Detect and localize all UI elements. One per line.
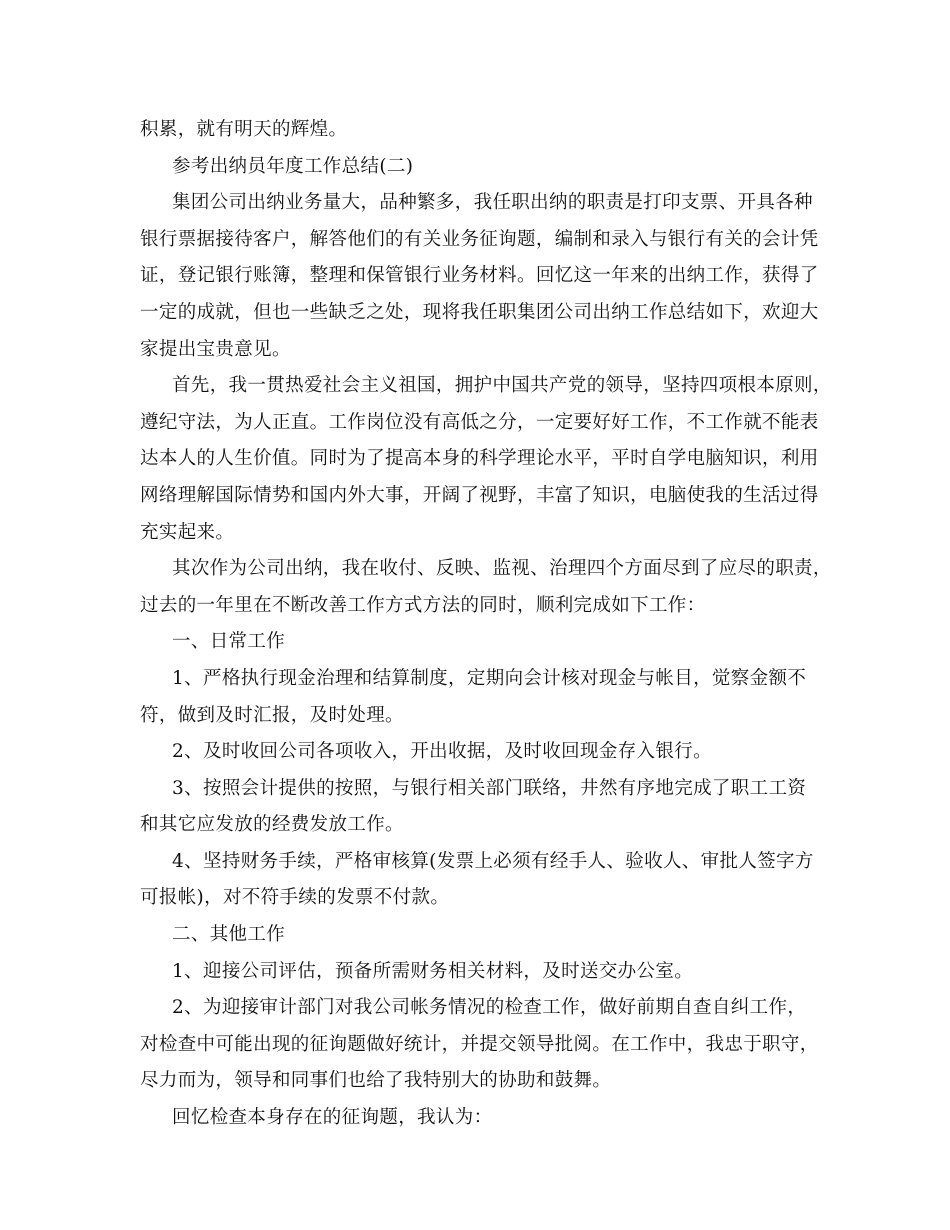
text-line: 网络理解国际情势和国内外大事，开阔了视野，丰富了知识，电脑使我的生活过得 (140, 484, 819, 506)
text-line: 家提出宝贵意见。 (140, 338, 291, 360)
text-line: 符，做到及时汇报，及时处理。 (140, 704, 404, 726)
text-line: 回忆检查本身存在的征询题，我认为： (172, 1107, 493, 1129)
text-line: 遵纪守法，为人正直。工作岗位没有高低之分，一定要好好工作，不工作就不能表 (140, 411, 819, 433)
document-body (140, 112, 830, 1137)
list-item: 1、严格执行现金治理和结算制度，定期向会计核对现金与帐目，觉察金额不 (172, 667, 807, 689)
text-line: 证，登记银行账簿，整理和保管银行业务材料。回忆这一年来的出纳工作，获得了 (140, 265, 819, 287)
list-item: 2、及时收回公司各项收入，开出收据，及时收回现金存入银行。 (172, 741, 712, 763)
subsection-heading: 二、其他工作 (172, 924, 286, 946)
text-line: 一定的成就，但也一些缺乏之处，现将我任职集团公司出纳工作总结如下，欢迎大 (140, 301, 819, 323)
list-item: 1、迎接公司评估，预备所需财务相关材料，及时送交办公室。 (172, 960, 694, 982)
subsection-heading: 一、日常工作 (172, 631, 286, 653)
text-line: 首先，我一贯热爱社会主义祖国，拥护中国共产党的领导，坚持四项根本原则， (172, 375, 832, 397)
text-line: 达本人的人生价值。同时为了提高本身的科学理论水平，平时自学电脑知识，利用 (140, 448, 819, 470)
list-item: 2、为迎接审计部门对我公司帐务情况的检查工作，做好前期自查自纠工作， (172, 997, 807, 1019)
section-title: 参考出纳员年度工作总结(二) (172, 155, 414, 177)
text-line: 银行票据接待客户，解答他们的有关业务征询题，编制和录入与银行有关的会计凭 (140, 228, 819, 250)
list-item: 4、坚持财务手续，严格审核算(发票上必须有经手人、验收人、审批人签字方 (172, 850, 814, 872)
text-line: 尽力而为，领导和同事们也给了我特别大的协助和鼓舞。 (140, 1070, 612, 1092)
text-line: 和其它应发放的经费发放工作。 (140, 814, 404, 836)
list-item: 3、按照会计提供的按照，与银行相关部门联络，井然有序地完成了职工工资 (172, 777, 807, 799)
text-line: 可报帐)，对不符手续的发票不付款。 (140, 887, 450, 909)
text-line: 积累，就有明天的辉煌。 (140, 119, 348, 140)
text-line: 过去的一年里在不断改善工作方式方法的同时，顺利完成如下工作： (140, 594, 706, 616)
text-line: 集团公司出纳业务量大，品种繁多，我任职出纳的职责是打印支票、开具各种 (172, 192, 813, 214)
text-line: 其次作为公司出纳，我在收付、反映、监视、治理四个方面尽到了应尽的职责， (172, 558, 832, 580)
text-line: 对检查中可能出现的征询题做好统计，并提交领导批阅。在工作中，我忠于职守， (140, 1033, 819, 1055)
text-line: 充实起来。 (140, 521, 235, 543)
